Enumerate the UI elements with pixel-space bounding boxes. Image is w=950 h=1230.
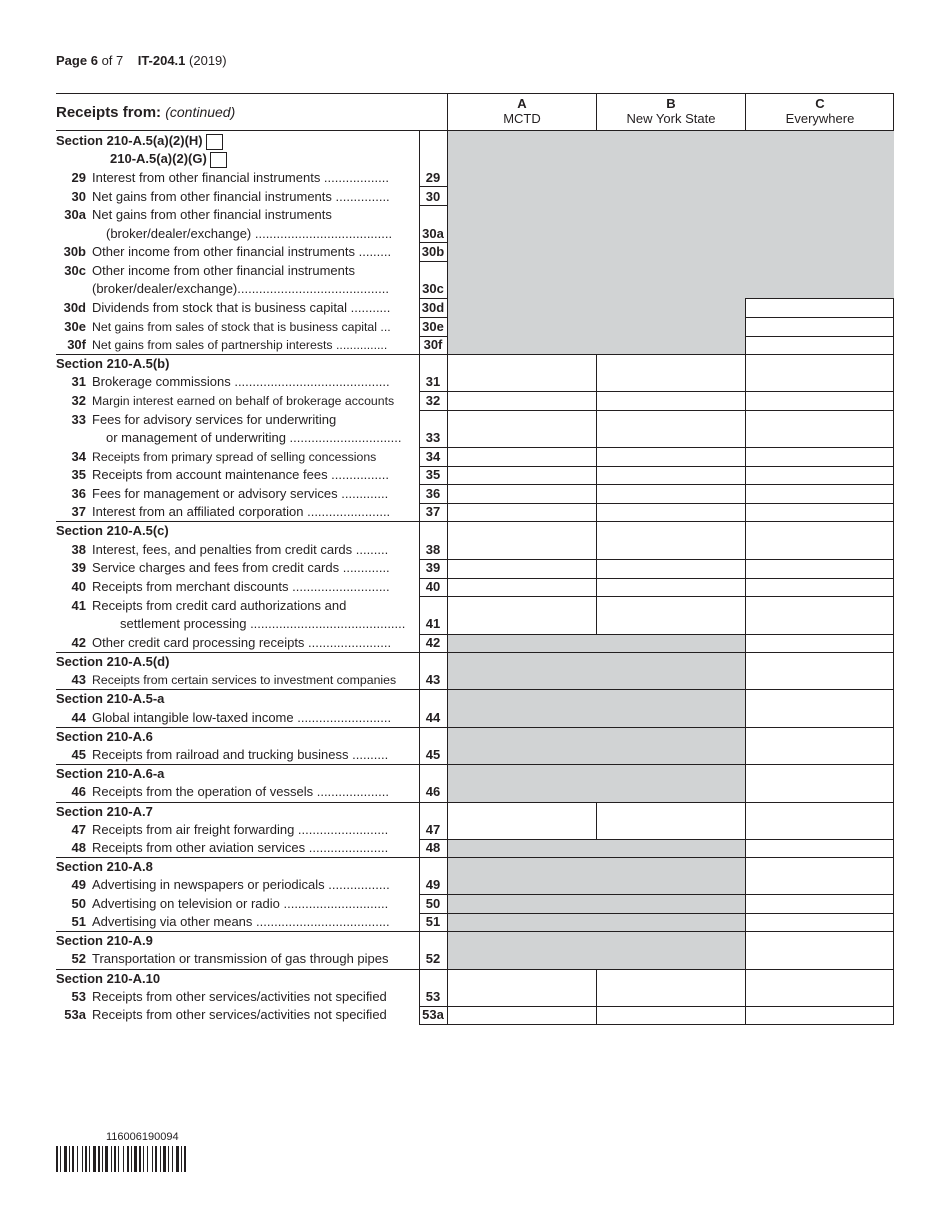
line-box-42: 42	[425, 635, 441, 650]
barcode-bar	[82, 1146, 83, 1172]
line-text: Receipts from other aviation services ......................	[92, 840, 389, 855]
line-47	[56, 821, 418, 839]
section-label-210-a6-a: Section 210-A.6-a	[56, 766, 165, 781]
line-text: Interest from an affiliated corporation .......................	[92, 504, 391, 519]
barcode-bar	[105, 1146, 108, 1172]
line-39	[56, 559, 418, 577]
line-43	[56, 671, 418, 689]
line-box-32: 32	[425, 393, 441, 408]
divider-right-head	[893, 93, 894, 130]
line-text: Receipts from certain services to investment companies	[92, 673, 397, 687]
barcode-bar	[118, 1146, 119, 1172]
line-box-47: 47	[425, 822, 441, 837]
barcode-bar	[85, 1146, 87, 1172]
line-40	[56, 578, 418, 596]
line-number: 33	[71, 412, 86, 427]
line-number: 31	[71, 374, 86, 389]
line-49	[56, 876, 418, 894]
rule-38	[419, 559, 894, 560]
line-box-49: 49	[425, 877, 441, 892]
checkbox-210-a5a2g[interactable]	[210, 152, 227, 168]
rule-39	[419, 578, 894, 579]
divider-c-42-53	[745, 634, 746, 1025]
rule-sec-6a	[56, 764, 894, 765]
rule-sec-10	[56, 969, 894, 970]
page-label: Page	[56, 53, 88, 68]
barcode-bar	[123, 1146, 124, 1172]
line-30b	[56, 243, 418, 261]
line-34	[56, 448, 418, 466]
barcode-bar	[172, 1146, 173, 1172]
divider-col-b-head	[596, 93, 597, 130]
rule-30d-c	[745, 317, 894, 318]
rule-53a	[419, 1024, 894, 1025]
line-33-1	[56, 411, 418, 429]
line-44	[56, 709, 418, 727]
checkbox-210-a5a2h[interactable]	[206, 134, 223, 150]
field-31-a[interactable]	[448, 355, 596, 391]
section-label-210-a8: Section 210-A.8	[56, 859, 153, 874]
rule-33	[419, 447, 894, 448]
shaded-area-42-46	[448, 634, 745, 802]
line-30c-1	[56, 262, 418, 280]
rule-30e-c	[745, 336, 894, 337]
line-box-34: 34	[425, 449, 441, 464]
line-number: 49	[71, 877, 86, 892]
line-text: Advertising in newspapers or periodicals .................	[92, 877, 390, 892]
line-text: Receipts from the operation of vessels ....................	[92, 784, 389, 799]
line-text: Receipts from primary spread of selling concessions	[92, 450, 377, 464]
line-number: 43	[71, 672, 86, 687]
barcode-bar	[155, 1146, 157, 1172]
section-label-210-a7: Section 210-A.7	[56, 804, 153, 819]
barcode-bar	[160, 1146, 161, 1172]
line-number: 30d	[63, 300, 86, 315]
line-number: 52	[71, 951, 86, 966]
rule-36	[419, 503, 894, 504]
line-number: 30c	[64, 263, 86, 278]
barcode-bar	[98, 1146, 100, 1172]
line-box-53a: 53a	[422, 1007, 444, 1022]
line-30d	[56, 299, 418, 317]
line-29	[56, 169, 418, 187]
line-41-2	[56, 615, 418, 633]
line-text: Receipts from credit card authorizations and	[92, 598, 347, 613]
line-30a-2	[56, 225, 418, 243]
line-number: 36	[71, 486, 86, 501]
barcode-bar	[69, 1146, 70, 1172]
line-37	[56, 503, 418, 521]
barcode-bar	[147, 1146, 148, 1172]
form-year: (2019)	[189, 53, 227, 68]
line-box-33: 33	[425, 430, 441, 445]
line-box-35: 35	[425, 467, 441, 482]
line-30f	[56, 336, 418, 354]
line-box-30d: 30d	[421, 300, 445, 315]
line-number: 47	[71, 822, 86, 837]
rule-30c-c	[745, 298, 894, 299]
line-51	[56, 913, 418, 931]
line-text: Fees for management or advisory services .............	[92, 486, 389, 501]
line-53	[56, 988, 418, 1006]
line-50	[56, 895, 418, 913]
line-number: 30a	[64, 207, 86, 222]
line-32	[56, 392, 418, 410]
table-top-rule	[56, 93, 894, 94]
column-name-c: Everywhere	[785, 111, 855, 126]
field-30e-c[interactable]	[746, 317, 894, 335]
line-number: 51	[71, 914, 86, 929]
shaded-area-sec1-ab	[448, 298, 745, 354]
line-number: 44	[71, 710, 86, 725]
line-number: 46	[71, 784, 86, 799]
rule-53	[419, 1006, 894, 1007]
column-header-c	[746, 96, 894, 126]
divider-c-30	[745, 298, 746, 354]
barcode-bar	[56, 1146, 58, 1172]
line-number: 48	[71, 840, 86, 855]
line-box-48: 48	[425, 840, 441, 855]
line-box-38: 38	[425, 542, 441, 557]
section-label-210-a6: Section 210-A.6	[56, 729, 153, 744]
line-number: 30f	[67, 337, 86, 352]
rule-41	[419, 634, 894, 635]
line-box-30: 30	[425, 189, 441, 204]
line-33-2	[56, 429, 418, 447]
rule-49	[419, 894, 894, 895]
page-header	[56, 53, 227, 68]
line-box-43: 43	[425, 672, 441, 687]
line-46	[56, 783, 418, 801]
barcode-bar	[102, 1146, 103, 1172]
line-text: Advertising via other means .....................................	[92, 914, 390, 929]
line-number: 38	[71, 542, 86, 557]
line-text: settlement processing ...........................................	[120, 616, 406, 631]
column-name-a: MCTD	[503, 111, 541, 126]
line-number: 32	[71, 393, 86, 408]
divider-c-31-41	[745, 354, 746, 634]
section-label-210-a5c: Section 210-A.5(c)	[56, 523, 169, 538]
barcode-bar	[127, 1146, 129, 1172]
line-number: 41	[71, 598, 86, 613]
barcode-bar	[152, 1146, 153, 1172]
barcode-bar	[143, 1146, 144, 1172]
rule-sec-7	[56, 802, 894, 803]
rule-sec-9	[56, 931, 894, 932]
rule-sec-5a	[56, 689, 894, 690]
rule-sec-d	[56, 652, 894, 653]
rule-32	[419, 410, 894, 411]
line-text: or management of underwriting ...............................	[106, 430, 402, 445]
line-text: Advertising on television or radio .............................	[92, 896, 389, 911]
line-box-46: 46	[425, 784, 441, 799]
line-52	[56, 950, 418, 968]
line-box-30a: 30a	[422, 226, 444, 241]
barcode-bar	[184, 1146, 186, 1172]
column-header-b	[597, 96, 745, 126]
line-text: Fees for advisory services for underwriting	[92, 412, 337, 427]
rule-40	[419, 596, 894, 597]
line-42	[56, 634, 418, 652]
line-text: Net gains from other financial instruments ...............	[92, 189, 390, 204]
line-box-30f: 30f	[423, 337, 443, 352]
barcode-bar	[181, 1146, 182, 1172]
divider-col-c-head	[745, 93, 746, 130]
section-label-210-a5d: Section 210-A.5(d)	[56, 654, 170, 669]
section-label-210-a5a2g	[110, 150, 227, 168]
line-box-52: 52	[425, 951, 441, 966]
line-text: Margin interest earned on behalf of brokerage accounts	[92, 394, 395, 408]
divider-b-31-41	[596, 354, 597, 634]
line-box-36: 36	[425, 486, 441, 501]
line-number: 53	[71, 989, 86, 1004]
section-label-210-a9: Section 210-A.9	[56, 933, 153, 948]
rule-30b	[419, 261, 447, 262]
line-box-45: 45	[425, 747, 441, 762]
line-box-50: 50	[425, 896, 441, 911]
line-box-39: 39	[425, 560, 441, 575]
line-text: (broker/dealer/exchange) ......................................	[106, 226, 393, 241]
line-text: Interest, fees, and penalties from credit cards .........	[92, 542, 389, 557]
line-text: Receipts from other services/activities not specified	[92, 1007, 387, 1022]
line-number: 30b	[63, 244, 86, 259]
line-31	[56, 373, 418, 391]
page-of: of 7	[101, 53, 124, 68]
barcode-bar	[176, 1146, 179, 1172]
barcode-bar	[168, 1146, 169, 1172]
line-number: 29	[71, 170, 86, 185]
form-id: IT-204.1	[137, 53, 186, 68]
barcode-bar	[139, 1146, 141, 1172]
line-30e	[56, 318, 418, 336]
shaded-area-sec1-top	[448, 130, 894, 298]
section-label-text: Section 210-A.5(a)(2)(H)	[56, 133, 203, 148]
section-label-210-a5-a: Section 210-A.5-a	[56, 691, 165, 706]
barcode-bar	[163, 1146, 166, 1172]
divider-b-47	[596, 802, 597, 839]
section-label-210-a5b: Section 210-A.5(b)	[56, 356, 170, 371]
table-title-main: Receipts from:	[56, 104, 162, 121]
barcode-number: 116006190094	[106, 1131, 179, 1143]
table-title-suffix: (continued)	[165, 104, 236, 120]
column-letter-c: C	[815, 96, 825, 111]
barcode-bar	[114, 1146, 116, 1172]
section-label-210-a10: Section 210-A.10	[56, 971, 161, 986]
rule-31	[419, 391, 894, 392]
line-text: Net gains from sales of partnership interests ...............	[92, 338, 388, 352]
column-header-a	[448, 96, 596, 126]
barcode-bar	[111, 1146, 112, 1172]
line-30c-2	[56, 280, 418, 298]
line-box-30e: 30e	[422, 319, 444, 334]
barcode	[56, 1146, 240, 1172]
line-text: Brokerage commissions ...........................................	[92, 374, 390, 389]
line-36	[56, 485, 418, 503]
line-text: Net gains from sales of stock that is business capital ...	[92, 320, 391, 334]
line-box-31: 31	[425, 374, 441, 389]
line-48	[56, 839, 418, 857]
rule-47	[419, 839, 894, 840]
line-text: (broker/dealer/exchange)..........................................	[92, 281, 389, 296]
line-box-29: 29	[425, 170, 441, 185]
rule-sec-8	[56, 857, 894, 858]
line-box-41: 41	[425, 616, 441, 631]
page-number: 6	[90, 53, 98, 68]
line-text: Receipts from account maintenance fees ................	[92, 467, 389, 482]
barcode-bar	[60, 1146, 61, 1172]
line-number: 42	[71, 635, 86, 650]
line-box-44: 44	[425, 710, 441, 725]
line-35	[56, 466, 418, 484]
line-41-1	[56, 597, 418, 615]
divider-b-53	[596, 969, 597, 1025]
line-number: 53a	[64, 1007, 86, 1022]
rule-sec-c	[56, 521, 894, 522]
line-53a	[56, 1006, 418, 1024]
barcode-bar	[64, 1146, 67, 1172]
line-number: 50	[71, 896, 86, 911]
line-number: 40	[71, 579, 86, 594]
line-30	[56, 188, 418, 206]
rule-50	[419, 913, 894, 914]
line-number: 37	[71, 504, 86, 519]
rule-header-bottom	[56, 130, 894, 131]
line-text: Receipts from merchant discounts ...........................	[92, 579, 390, 594]
line-text: Dividends from stock that is business capital ...........	[92, 300, 391, 315]
section-label-210-a5a2h	[56, 132, 223, 150]
barcode-bar	[77, 1146, 78, 1172]
barcode-bar	[134, 1146, 137, 1172]
line-number: 30e	[64, 319, 86, 334]
line-text: Receipts from railroad and trucking business ..........	[92, 747, 389, 762]
rule-sec-6	[56, 727, 894, 728]
line-text: Transportation or transmission of gas through pipes	[92, 951, 389, 966]
rule-35	[419, 484, 894, 485]
line-number: 39	[71, 560, 86, 575]
rule-34	[419, 466, 894, 467]
line-box-37: 37	[425, 504, 441, 519]
column-name-b: New York State	[626, 111, 716, 126]
line-number: 35	[71, 467, 86, 482]
line-text: Other income from other financial instruments	[92, 263, 355, 278]
line-box-40: 40	[425, 579, 441, 594]
line-number: 45	[71, 747, 86, 762]
barcode-bar	[72, 1146, 74, 1172]
divider-right-30	[893, 298, 894, 354]
line-number: 30	[71, 189, 86, 204]
shaded-area-48-52	[448, 839, 745, 969]
line-45	[56, 746, 418, 764]
line-box-53: 53	[425, 989, 441, 1004]
field-30f-c[interactable]	[746, 336, 894, 354]
line-box-30b: 30b	[421, 244, 445, 259]
line-text: Receipts from air freight forwarding .........................	[92, 822, 389, 837]
barcode-bar	[93, 1146, 96, 1172]
line-text: Other income from other financial instruments .........	[92, 244, 392, 259]
line-text: Net gains from other financial instruments	[92, 207, 332, 222]
line-text: Receipts from other services/activities not specified	[92, 989, 387, 1004]
line-30a-1	[56, 206, 418, 224]
line-text: Interest from other financial instruments ..................	[92, 170, 389, 185]
line-text: Global intangible low-taxed income ..........................	[92, 710, 392, 725]
column-letter-a: A	[517, 96, 527, 111]
line-text: Other credit card processing receipts .......................	[92, 635, 392, 650]
barcode-bar	[89, 1146, 90, 1172]
line-number: 34	[71, 449, 86, 464]
line-box-30c: 30c	[422, 281, 444, 296]
line-text: Service charges and fees from credit cards .............	[92, 560, 390, 575]
line-box-51: 51	[425, 914, 441, 929]
section-label-text: 210-A.5(a)(2)(G)	[110, 151, 207, 166]
field-30d-c[interactable]	[746, 298, 894, 316]
column-letter-b: B	[666, 96, 676, 111]
line-38	[56, 541, 418, 559]
barcode-bar	[131, 1146, 132, 1172]
table-title	[56, 104, 235, 121]
